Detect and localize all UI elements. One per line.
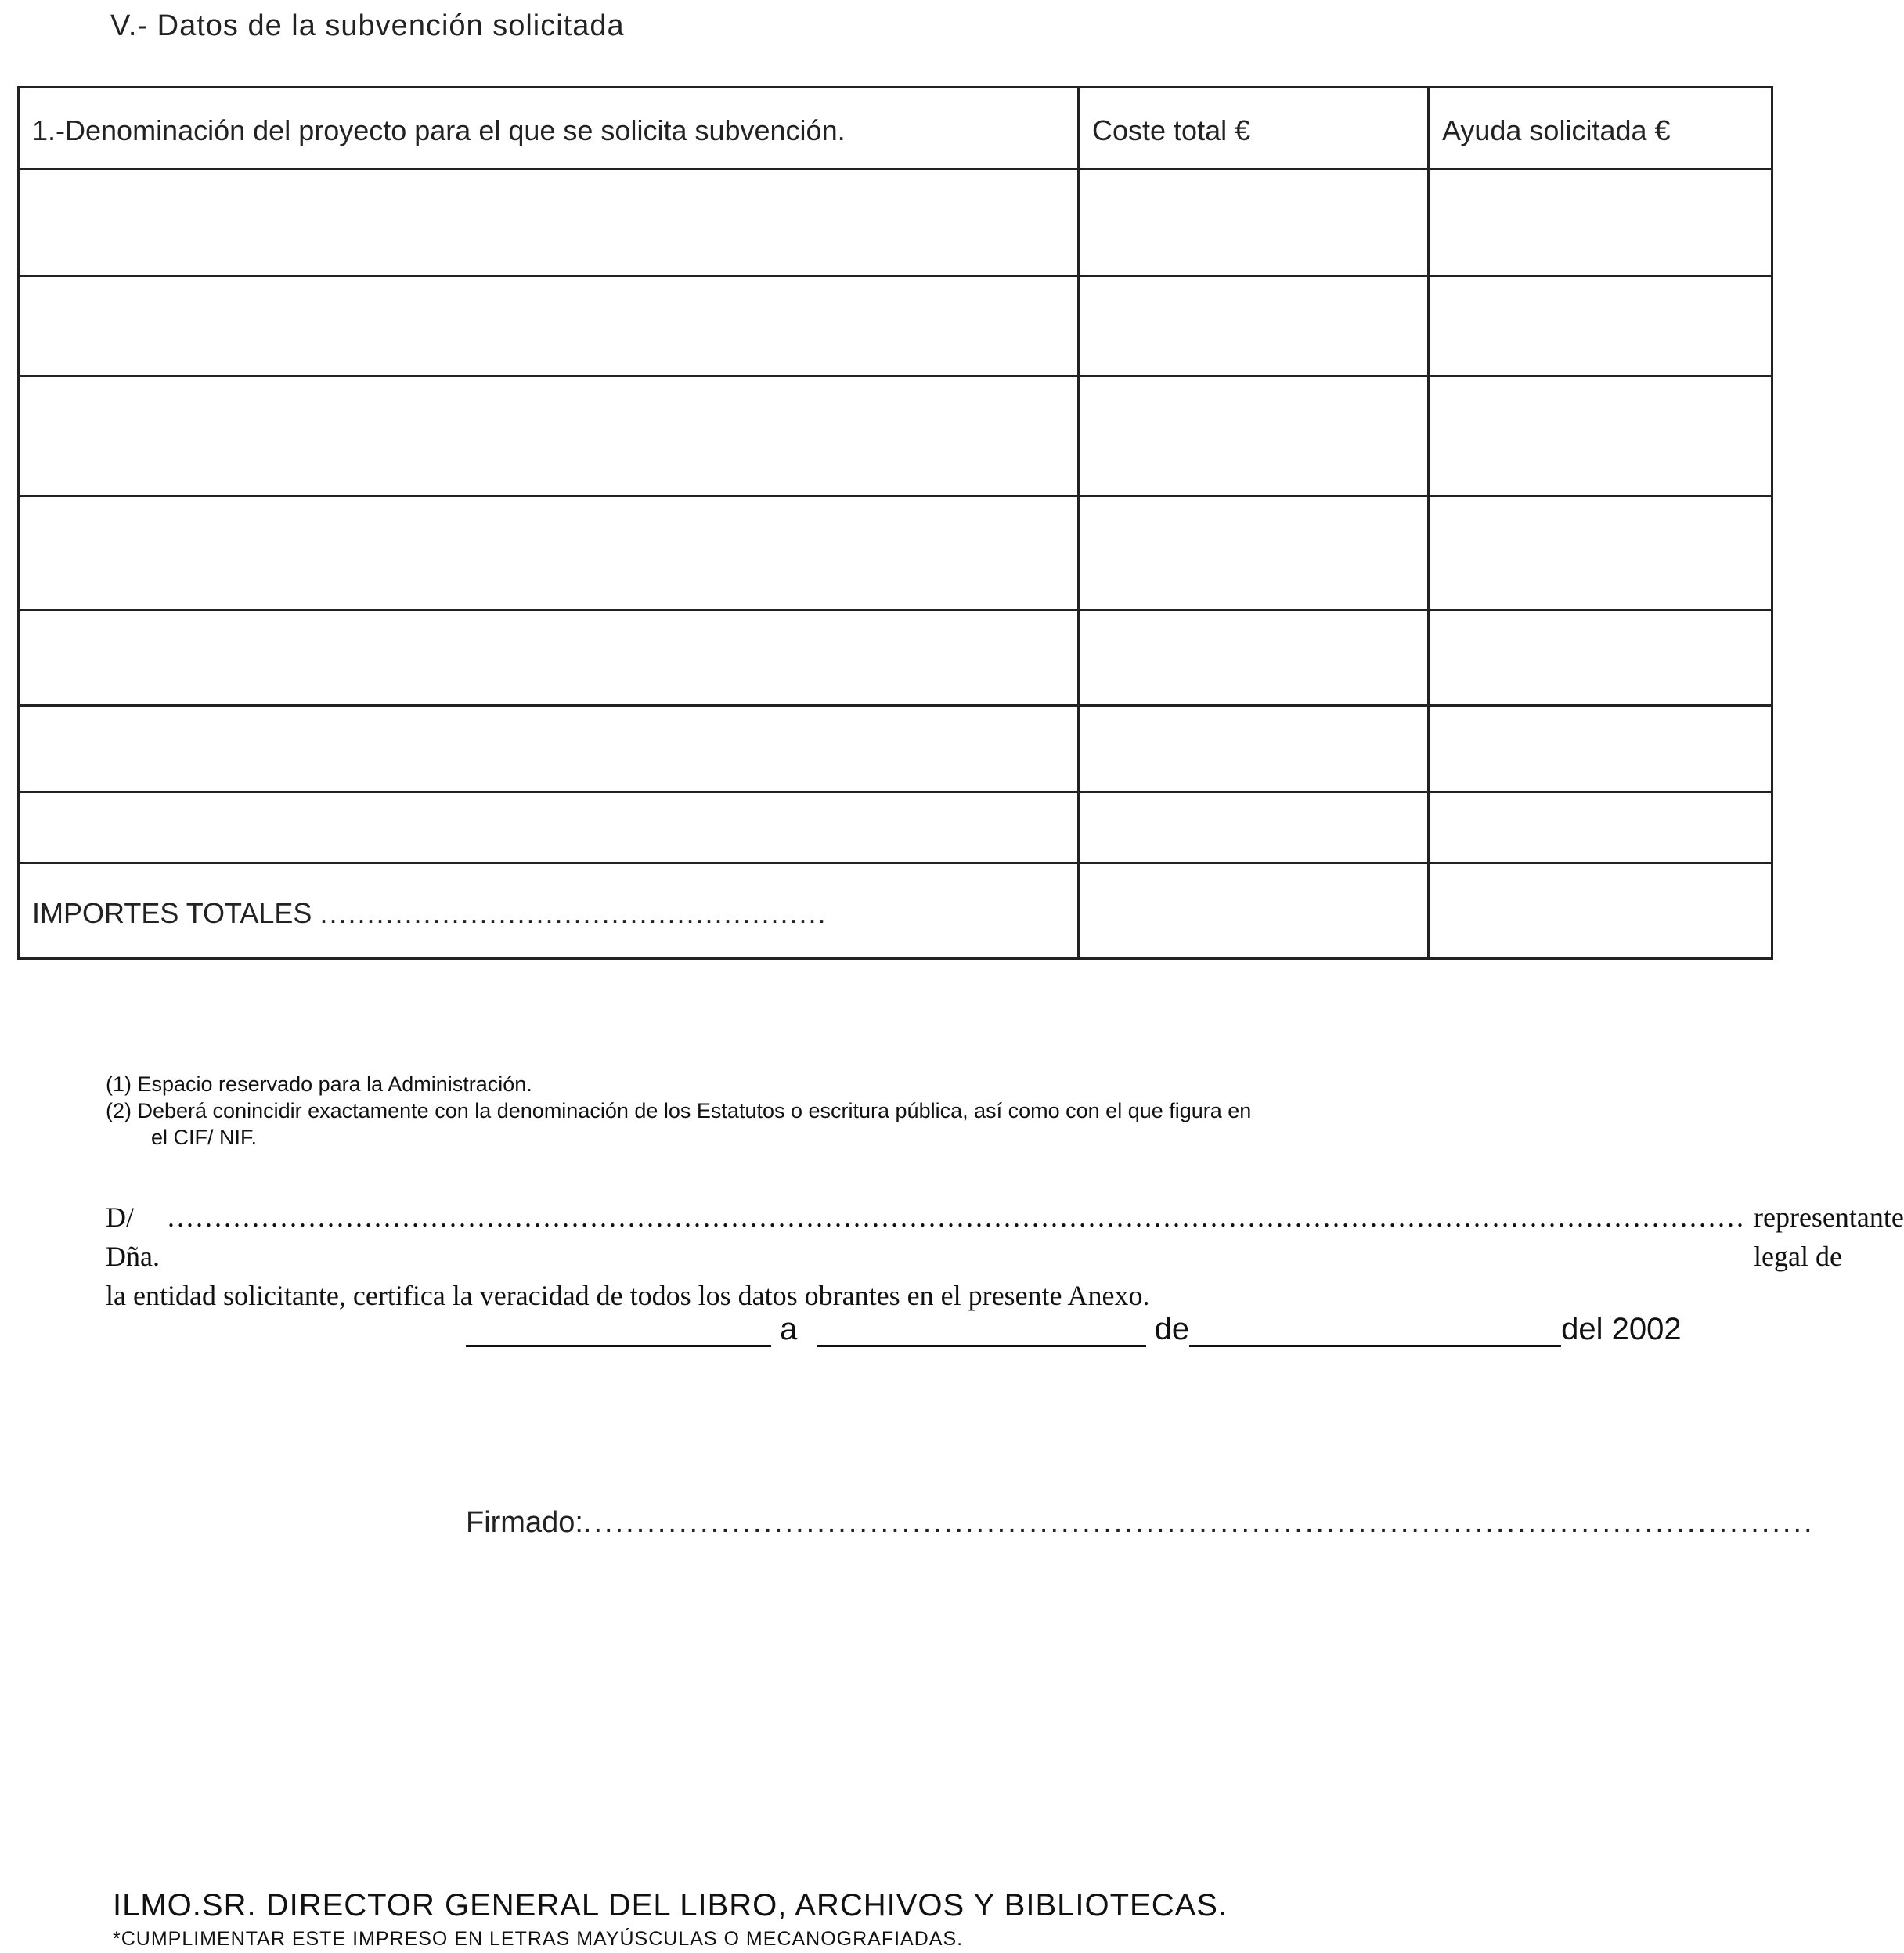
- place-field[interactable]: [466, 1317, 771, 1347]
- requested-aid-sum-cell[interactable]: [1429, 863, 1772, 959]
- total-cost-cell[interactable]: [1079, 276, 1429, 377]
- total-cost-cell[interactable]: [1079, 706, 1429, 792]
- totals-row: [19, 863, 1772, 959]
- signed-label: Firmado:: [466, 1506, 583, 1539]
- footnote-2-continuation: el CIF/ NIF.: [151, 1126, 258, 1149]
- totals-dots: ......................................................: [319, 896, 828, 929]
- table-header-row: [19, 88, 1772, 169]
- requested-aid-cell[interactable]: [1429, 611, 1772, 706]
- total-cost-cell[interactable]: [1079, 496, 1429, 611]
- total-cost-cell[interactable]: [1079, 611, 1429, 706]
- date-line: [466, 1312, 1682, 1347]
- addressee: ILMO.SR. DIRECTOR GENERAL DEL LIBRO, ARCHIVOS Y BIBLIOTECAS.: [113, 1888, 1228, 1922]
- table-row: [19, 377, 1772, 496]
- table-row: [19, 706, 1772, 792]
- requested-aid-cell[interactable]: [1429, 496, 1772, 611]
- totals-label: IMPORTES TOTALES: [32, 896, 312, 929]
- signature-field[interactable]: ....................................................................................................................: [582, 1506, 1815, 1539]
- total-cost-cell[interactable]: [1079, 792, 1429, 863]
- footnote-1: (1) Espacio reservado para la Administración.: [106, 1072, 532, 1096]
- month-field[interactable]: [1189, 1317, 1561, 1347]
- header-project-name: 1.-Denominación del proyecto para el que se solicita subvención.: [19, 88, 1079, 169]
- project-name-cell[interactable]: [19, 611, 1079, 706]
- subsidy-table: [17, 86, 1773, 960]
- header-requested-aid: Ayuda solicitada €: [1429, 88, 1772, 169]
- footnotes: [106, 1071, 1695, 1151]
- requested-aid-cell[interactable]: [1429, 706, 1772, 792]
- table-row: [19, 611, 1772, 706]
- requested-aid-cell[interactable]: [1429, 169, 1772, 276]
- table-row: [19, 276, 1772, 377]
- total-cost-sum-cell[interactable]: [1079, 863, 1429, 959]
- header-total-cost: Coste total €: [1079, 88, 1429, 169]
- day-field[interactable]: [817, 1317, 1146, 1347]
- total-cost-cell[interactable]: [1079, 377, 1429, 496]
- totals-label-cell: [19, 863, 1079, 959]
- project-name-cell[interactable]: [19, 276, 1079, 377]
- date-year-label: del 2002: [1561, 1312, 1682, 1346]
- declaration-line-2: la entidad solicitante, certifica la veracidad de todos los datos obrantes en el presente Anexo.: [106, 1280, 1150, 1311]
- project-name-cell[interactable]: [19, 706, 1079, 792]
- table-row: [19, 169, 1772, 276]
- date-de-label: de: [1154, 1312, 1190, 1346]
- declaration-suffix: representante legal de: [1753, 1202, 1904, 1272]
- section-title: V.- Datos de la subvención solicitada: [110, 9, 625, 42]
- total-cost-cell[interactable]: [1079, 169, 1429, 276]
- signature-line: [466, 1506, 1815, 1540]
- requested-aid-cell[interactable]: [1429, 276, 1772, 377]
- project-name-cell[interactable]: [19, 377, 1079, 496]
- table-row: [19, 496, 1772, 611]
- date-a-label: a: [780, 1312, 798, 1346]
- project-name-cell[interactable]: [19, 792, 1079, 863]
- instruction-note: *CUMPLIMENTAR ESTE IMPRESO EN LETRAS MAYÚSCULAS O MECANOGRAFIADAS.: [113, 1928, 964, 1950]
- project-name-cell[interactable]: [19, 169, 1079, 276]
- requested-aid-cell[interactable]: [1429, 792, 1772, 863]
- declaration-prefix: D/ Dña.: [106, 1202, 160, 1272]
- project-name-cell[interactable]: [19, 496, 1079, 611]
- representative-name-field[interactable]: ........................................................................................................................................................................: [167, 1202, 1746, 1233]
- requested-aid-cell[interactable]: [1429, 377, 1772, 496]
- footnote-2: (2) Deberá conincidir exactamente con la denominación de los Estatutos o escritura pública, así como con el que figura en: [106, 1099, 1252, 1122]
- declaration: [106, 1198, 1904, 1315]
- table-row: [19, 792, 1772, 863]
